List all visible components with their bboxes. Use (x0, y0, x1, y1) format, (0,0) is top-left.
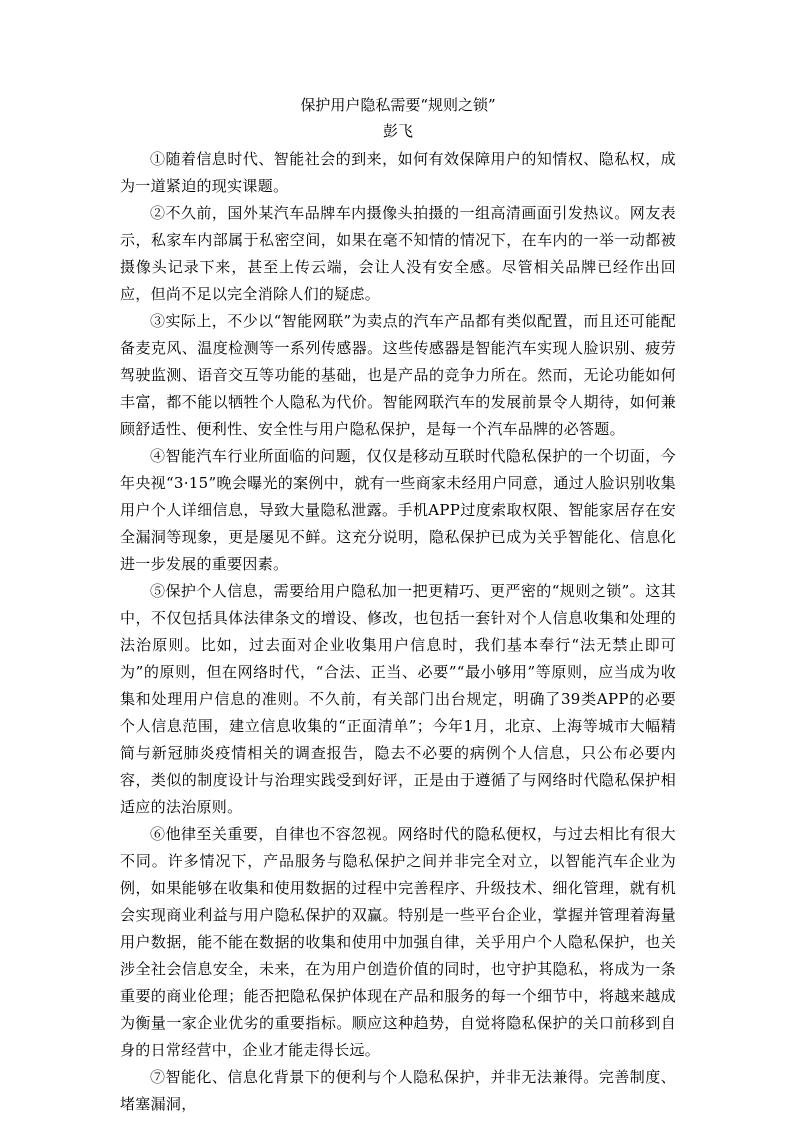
paragraph-5: ⑤保护个人信息，需要给用户隐私加一把更精巧、更严密的“规则之锁”。这其中，不仅包括具体法律条文的增设、修改，也包括一套针对个人信息收集和处理的法治原则。比如，过去面对企业收集用户信息时，我们基本奉行“法无禁止即可为”的原则，但在网络时代，“合法、正当、必要”“最小够用”等原则，应当成为收集和处理用户信息的准则。不久前，有关部门出台规定，明确了39类APP的必要个人信息范围，建立信息收集的“正面清单”；今年1月，北京、上海等城市大幅精简与新冠肺炎疫情相关的调查报告，隐去不必要的病例个人信息，只公布必要内容，类似的制度设计与治理实践受到好评，正是由于遵循了与网络时代隐私保护相适应的法治原则。 (120, 582, 676, 816)
document-title: 保护用户隐私需要“规则之锁” (300, 96, 496, 114)
paragraph-4: ④智能汽车行业所面临的问题，仅仅是移动互联时代隐私保护的一个切面，今年央视“3·15”晚会曝光的案例中，就有一些商家未经用户同意，通过人脸识别收集用户个人详细信息，导致大量隐私泄露。手机APP过度索取权限、智能家居存在安全漏洞等现象，更是屡见不鲜。这充分说明，隐私保护已成为关乎智能化、信息化进一步发展的重要因素。 (120, 447, 676, 573)
paragraph-2: ②不久前，国外某汽车品牌车内摄像头拍摄的一组高清画面引发热议。网友表示，私家车内部属于私密空间，如果在毫不知情的情况下，在车内的一举一动都被摄像头记录下来，甚至上传云端，会让人没有安全感。尽管相关品牌已经作出回应，但尚不足以完全消除人们的疑虑。 (120, 204, 676, 303)
paragraph-3: ③实际上，不少以“智能网联”为卖点的汽车产品都有类似配置，而且还可能配备麦克风、温度检测等一系列传感器。这些传感器是智能汽车实现人脸识别、疲劳驾驶监测、语音交互等功能的基础，也是产品的竞争力所在。然而，无论功能如何丰富，都不能以牺牲个人隐私为代价。智能网联汽车的发展前景令人期待，如何兼顾舒适性、便利性、安全性与用户隐私保护，是每一个汽车品牌的必答题。 (120, 312, 676, 438)
paragraph-6: ⑥他律至关重要，自律也不容忽视。网络时代的隐私便权，与过去相比有很大不同。许多情况下，产品服务与隐私保护之间并非完全对立，以智能汽车企业为例，如果能够在收集和使用数据的过程中完善程序、升级技术、细化管理，就有机会实现商业利益与用户隐私保护的双赢。特别是一些平台企业，掌握并管理着海量用户数据，能不能在数据的收集和使用中加强自律，关乎用户个人隐私保护，也关涉全社会信息安全，未来，在为用户创造价值的同时，也守护其隐私，将成为一条重要的商业伦理；能否把隐私保护体现在产品和服务的每一个细节中，将越来越成为衡量一家企业优劣的重要指标。顺应这种趋势，自觉将隐私保护的关口前移到自身的日常经营中，企业才能走得长远。 (120, 825, 676, 1059)
document-page (120, 92, 676, 1118)
paragraph-7: ⑦智能化、信息化背景下的便利与个人隐私保护，并非无法兼得。完善制度、堵塞漏洞， (120, 1068, 676, 1113)
document-author: 彭飞 (382, 122, 413, 140)
paragraph-1: ①随着信息时代、智能社会的到来，如何有效保障用户的知情权、隐私权，成为一道紧迫的现实课题。 (120, 150, 676, 195)
